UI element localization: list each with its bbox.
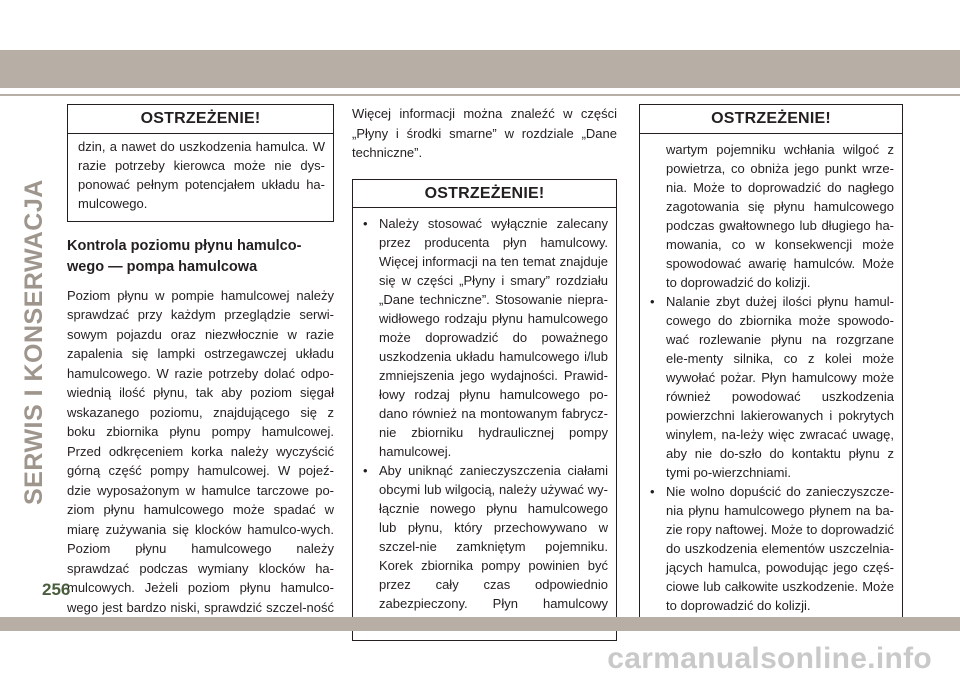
warning-box-continued — [639, 104, 903, 624]
list-item: • Należy stosować wyłącznie zalecany przez producenta płyn hamulcowy. Więcej informacji na ten temat znajduje się w części „Płyny i smary” rozdziału „Dane techniczne”. Stosowanie niepra-widłowego rodzaju płynu hamulcowego może doprowadzić do poważnego uszkodzenia układu hamulcowego i/lub zmniejszenia jego wydajności. Prawid-łowy rodzaj płynu hamulcowego po-dano również na montowanym fabrycz-nie zbiorniku hydraulicznej pompy hamulcowej. — [363, 216, 608, 459]
bullet-marker: • — [363, 463, 368, 478]
warning-text — [353, 208, 616, 640]
page-number: 256 — [42, 580, 71, 599]
body-paragraph: Poziom płynu w pompie hamulcowej należy sprawdzać przy każdym przeglądzie serwi-sowym pojazdu oraz niezwłocznie w razie zapalenia się lampki ostrzegawczej układu hamulcowego. W razie potrzeby dolać odpo-wiednią ilość płynu, tak aby poziom sięgał wskazanego poziomu, znajdującego się z boku zbiornika płynu pompy hamulcowej. Przed odkręceniem korka należy wyczyścić górną część pompy hamulcowej. W pojeź-dzie wyposażonym w hamulce tarczowe po-ziom płynu hamulcowego może spadać w miarę zużywania się klocków hamulco-wych. Poziom płynu hamulcowego należy sprawdzać podczas wymiany klocków ha-mulcowych. Jeżeli poziom płynu hamulco-wego jest bardzo niski, sprawdzić szczel-ność — [67, 287, 334, 615]
warning-title: OSTRZEŻENIE! — [68, 105, 333, 134]
list-item: • Aby uniknąć zanieczyszczenia ciałami obcymi lub wilgocią, należy używać wy-łącznie nowego płynu hamulcowego lub płynu, który przechowywano w szczel-nie zamkniętym pojemniku. Korek zbiornika pompy powinien być przez cały czas odpowiednio zabezpieczony. Płyn hamulcowy — [363, 463, 608, 611]
bullet-marker: • — [650, 483, 655, 499]
bullet-marker: • — [363, 216, 368, 231]
warning-title: OSTRZEŻENIE! — [640, 105, 902, 134]
warning-box-continued — [67, 104, 334, 222]
header-rule — [0, 94, 960, 96]
body-paragraph: Więcej informacji można znaleźć w części „Płyny i środki smarne” w rozdziale „Dane techniczne”. — [352, 106, 617, 160]
column-right — [639, 104, 903, 624]
warning-text: dzin, a nawet do uszkodzenia hamulca. W razie potrzeby kierowca może nie dys-ponować pełnym potencjałem układu ha-mulcowego. — [78, 138, 325, 211]
column-middle — [352, 104, 617, 641]
warning-title: OSTRZEŻENIE! — [353, 180, 616, 209]
footer-band — [0, 617, 960, 631]
continued-text: wartym pojemniku wchłania wilgoć z powietrza, co obniża jego punkt wrze-nia. Może to doprowadzić do nagłego zagotowania się płynu hamulcowego podczas gwałtownego lub długiego ha-mowania, co w konsekwencji może spowodować awarię hamulców. Może to doprowadzić do kolizji. — [666, 141, 894, 290]
list-item: • Nalanie zbyt dużej ilości płynu hamul-cowego do zbiornika może spowodo-wać rozlewanie płynu na rozgrzane ele-menty silnika, co z kolei może wywołać pożar. Płyn hamulcowy może również powodować uszkodzenia powierzchni lakierowanych i pokrytych winylem, na-leży więc zwracać uwagę, aby nie do-szło do kontaktu płynu z tymi po-wierzchniami. — [650, 293, 894, 480]
warning-box — [352, 179, 617, 642]
list-item: • Nie wolno dopuścić do zanieczyszcze-nia płynu hamulcowego płynem na ba-zie ropy naftowej. Może to doprowadzić do uszkodzenia elementów uszczelnia-jących hamulca, powodując jego częś-ciowe lub całkowite uszkodzenie. Może to doprowadzić do kolizji. — [650, 483, 894, 613]
watermark: carmanualsonline.info — [607, 642, 932, 675]
warning-text — [640, 134, 902, 623]
section-heading: Kontrola poziomu płynu hamulco-wego — pompa hamulcowa — [67, 237, 302, 275]
column-left — [67, 104, 334, 637]
header-band — [0, 50, 960, 88]
section-title: SERWIS I KONSERWACJA — [20, 179, 48, 505]
bullet-marker: • — [650, 293, 655, 309]
